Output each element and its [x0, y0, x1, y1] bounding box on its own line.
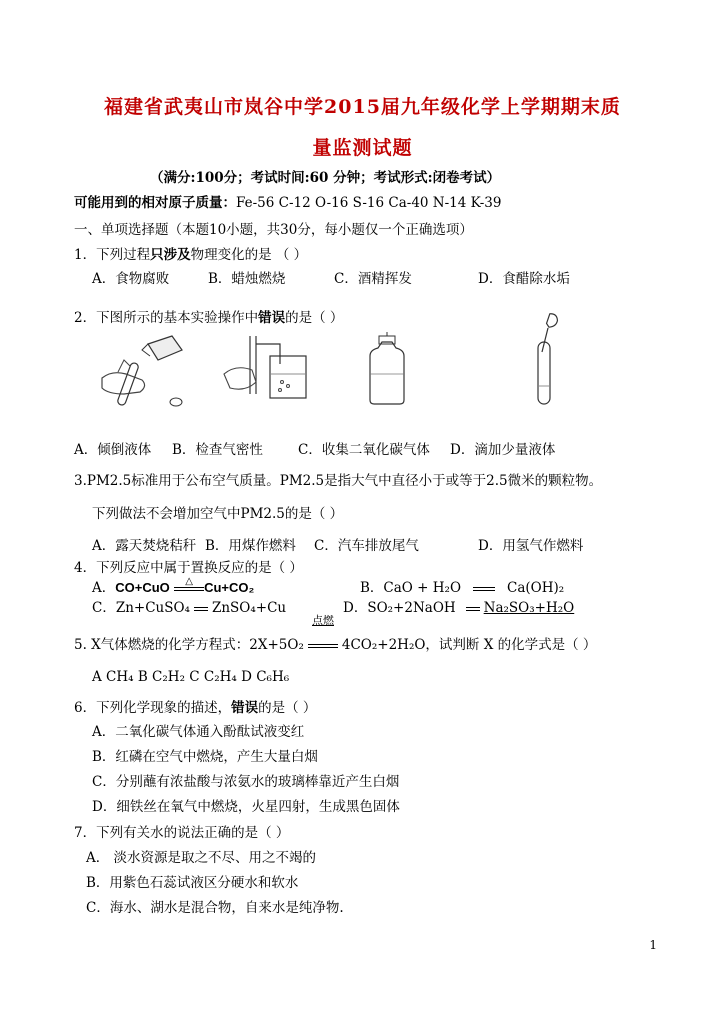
q3-option-b[interactable]: B．用煤作燃料: [205, 538, 296, 554]
figure-collect-co2: [362, 332, 412, 406]
q6-option-a[interactable]: A．二氧化碳气体通入酚酞试液变红: [92, 724, 305, 740]
question-6-stem: [74, 696, 316, 716]
q5-condition: 点燃: [312, 614, 334, 627]
page-number: 1: [649, 938, 657, 952]
q4-option-b-equals: [473, 587, 495, 591]
q4-option-a-arrow: [174, 575, 204, 591]
q5-options[interactable]: A CH₄ B C₂H₂ C C₂H₄ D C₆H₆: [92, 669, 290, 685]
q4-option-b-reactants: B．CaO + H₂O: [360, 580, 462, 596]
figure-pouring-liquid: [98, 332, 190, 410]
q3-option-d[interactable]: D．用氢气作燃料: [478, 538, 584, 554]
q1-option-b[interactable]: B．蜡烛燃烧: [208, 271, 286, 287]
q4-option-a-label: A．: [92, 580, 116, 596]
q7-option-b[interactable]: B．用紫色石蕊试液区分硬水和软水: [86, 875, 299, 891]
q5-stem-b: 4CO₂+2H₂O，试判断 X 的化学式是（ ）: [341, 637, 597, 653]
q6-stem-c: 的是（ ）: [258, 700, 317, 716]
q4-option-b[interactable]: [360, 576, 564, 596]
question-3-stem-1: 3.PM2.5标准用于公布空气质量。PM2.5是指大气中直径小于或等于2.5微米的颗粒物。: [74, 473, 603, 489]
q4-option-a-condition: △: [185, 575, 193, 587]
q2-option-a[interactable]: A．倾倒液体: [74, 442, 152, 458]
question-5-stem: [74, 633, 596, 653]
q2-option-c[interactable]: C．收集二氧化碳气体: [298, 442, 430, 458]
q4-option-b-products: Ca(OH)₂: [507, 580, 565, 596]
q2-stem-a: 2．下图所示的基本实验操作中: [74, 310, 259, 326]
question-1-stem: [74, 243, 307, 263]
q6-option-c[interactable]: C．分别蘸有浓盐酸与浓氨水的玻璃棒靠近产生白烟: [92, 774, 400, 790]
q4-option-a[interactable]: [92, 576, 254, 596]
q6-stem-emphasis: 错误: [231, 700, 259, 716]
title-line-1: 福建省武夷山市岚谷中学2015届九年级化学上学期期末质: [104, 96, 621, 118]
section-1-title: 一、单项选择题（本题10小题，共30分，每小题仅一个正确选项）: [74, 222, 473, 238]
figure-dropper: [528, 314, 568, 406]
atomic-mass-label: 可能用到的相对原子质量：: [74, 195, 236, 211]
exam-info: （满分:100分；考试时间:60 分钟；考试形式:闭卷考试）: [150, 170, 501, 186]
q5-stem-a: 5. X气体燃烧的化学方程式：2X+5O₂: [74, 637, 304, 653]
q4-option-c[interactable]: [92, 596, 286, 616]
q1-option-d[interactable]: D．食醋除水垢: [478, 271, 570, 287]
q1-stem-emphasis: 只涉及: [150, 247, 191, 263]
q4-option-d-products: Na₂SO₃+H₂O: [483, 600, 575, 616]
q1-stem-a: 1．下列过程: [74, 247, 151, 263]
question-2-stem: [74, 306, 343, 326]
atomic-mass-values: Fe-56 C-12 O-16 S-16 Ca-40 N-14 K-39: [236, 195, 502, 211]
q4-option-d-reactants: D．SO₂+2NaOH: [343, 600, 456, 616]
q7-option-a[interactable]: A． 淡水资源是取之不尽、用之不竭的: [86, 850, 317, 866]
q6-option-b[interactable]: B．红磷在空气中燃烧，产生大量白烟: [92, 749, 318, 765]
q2-option-d[interactable]: D．滴加少量液体: [450, 442, 556, 458]
q2-option-b[interactable]: B．检查气密性: [172, 442, 263, 458]
q1-option-c[interactable]: C．酒精挥发: [334, 271, 412, 287]
atomic-mass-line: [74, 191, 501, 211]
q4-option-d-equals: [466, 607, 480, 611]
q1-stem-c: 物理变化的是 （ ）: [190, 247, 308, 263]
q1-option-a[interactable]: A．食物腐败: [92, 271, 170, 287]
q4-option-c-products: ZnSO₄+Cu: [211, 600, 287, 616]
question-7-stem: 7．下列有关水的说法正确的是（ ）: [74, 825, 290, 841]
q4-option-a-products: Cu+CO₂: [204, 580, 255, 595]
q4-option-d[interactable]: [343, 596, 574, 616]
question-3-stem-2: 下列做法不会增加空气中PM2.5的是（ ）: [92, 506, 344, 522]
q6-stem-a: 6．下列化学现象的描述，: [74, 700, 232, 716]
q3-option-a[interactable]: A．露天焚烧秸秆: [92, 538, 197, 554]
q5-equals: [308, 644, 338, 648]
q7-option-c[interactable]: C．海水、湖水是混合物，自来水是纯净物.: [86, 900, 344, 916]
q4-option-c-reactants: C．Zn+CuSO₄: [92, 600, 190, 616]
q4-option-c-equals: [194, 607, 208, 611]
question-4-stem: 4．下列反应中属于置换反应的是（ ）: [74, 560, 303, 576]
figure-airtightness-check: [222, 334, 314, 404]
q3-option-c[interactable]: C．汽车排放尾气: [314, 538, 419, 554]
title-line-2: 量监测试题: [312, 137, 413, 159]
q6-option-d[interactable]: D．细铁丝在氧气中燃烧，火星四射，生成黑色固体: [92, 799, 400, 815]
q4-option-a-reactants: CO+CuO: [115, 580, 170, 595]
q2-stem-emphasis: 错误: [258, 310, 286, 326]
q2-stem-c: 的是（ ）: [285, 310, 344, 326]
